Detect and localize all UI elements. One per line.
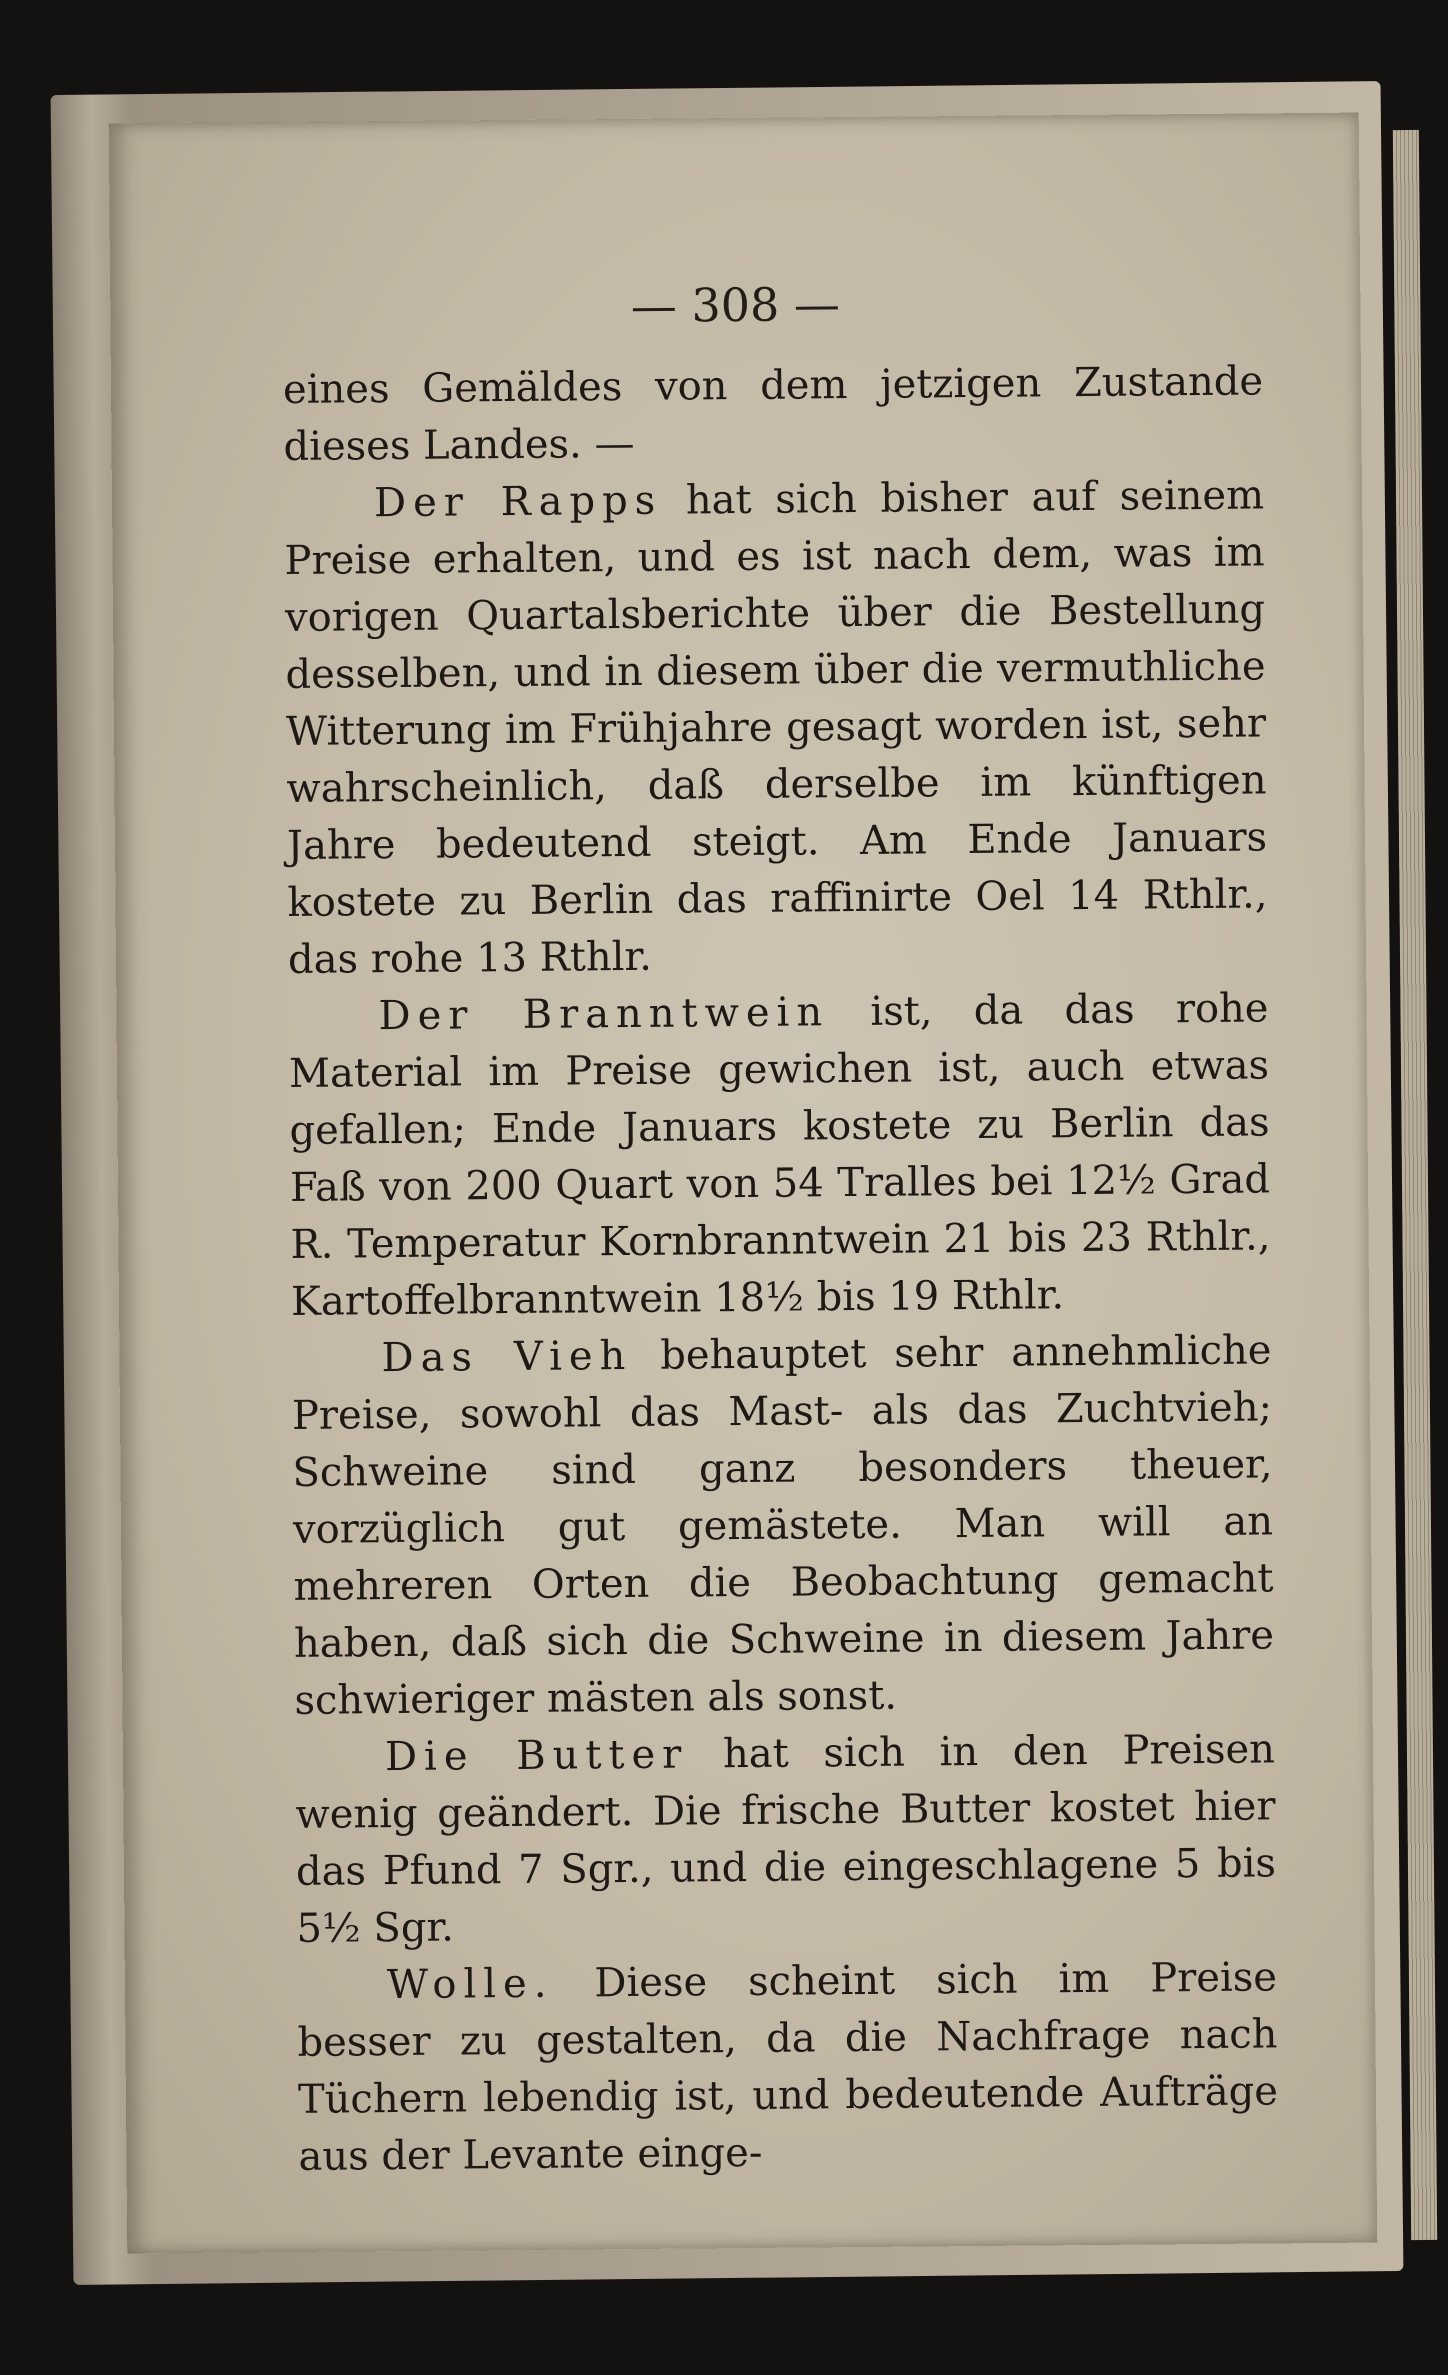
book-page xyxy=(109,113,1378,2254)
page-text xyxy=(283,353,1279,2185)
paragraph-text: Diese scheint sich im Preise besser zu gestalten, da die Nachfrage nach Tüchern lebendig ist, und bedeutende Aufträge aus der Levante einge- xyxy=(297,1954,1279,2180)
paragraph-text: eines Gemäldes von dem jetzigen Zustande dieses Landes. — xyxy=(282,358,1264,470)
paragraph-lead: Das Vieh xyxy=(381,1332,633,1382)
paragraph-text: hat sich in den Preisen wenig geändert. Die frische Butter kostet hier das Pfund 7 Sgr., und die eingeschlagene 5 bis 5½ Sgr. xyxy=(295,1726,1277,1952)
paragraph-vieh xyxy=(291,1322,1274,1730)
paragraph-text: behauptet sehr annehmliche Preise, sowohl das Mast- als das Zuchtvieh; Schweine sind ganz besonders theuer, vorzüglich gut gemästete. Man will an mehreren Orten die Beobachtung gemacht haben, daß sich die Schweine in diesem Jahre schwieriger mästen als sonst. xyxy=(291,1327,1275,1724)
paragraph-rapps xyxy=(284,467,1268,989)
paragraph-text: hat sich bisher auf seinem Preise erhalten, und es ist nach dem, was im vorigen Quartalsberichte über die Bestellung desselben, und in diesem über die vermuthliche Witterung im Frühjahre gesagt worden ist, sehr wahrscheinlich, daß derselbe im künftigen Jahre bedeutend steigt. Am Ende Januars kostete zu Berlin das raffinirte Oel 14 Rthlr., das rohe 13 Rthlr. xyxy=(284,472,1268,983)
paragraph-continuation xyxy=(283,353,1264,476)
paragraph-lead: Die Butter xyxy=(384,1731,689,1781)
paragraph-lead: Der Rapps xyxy=(373,477,663,527)
paragraph-butter xyxy=(295,1721,1277,1958)
paragraph-text: ist, da das rohe Material im Preise gewichen ist, auch etwas gefallen; Ende Januars kostete zu Berlin das Faß von 200 Quart von 54 Tralles bei 12½ Grad R. Temperatur Kornbranntwein 21 bis 23 Rthlr., Kartoffelbranntwein 18½ bis 19 Rthlr. xyxy=(288,985,1271,1325)
paragraph-branntwein xyxy=(288,980,1271,1331)
paragraph-wolle xyxy=(297,1949,1279,2186)
page-number: — 308 — xyxy=(630,277,841,333)
paragraph-lead: Der Branntwein xyxy=(378,989,830,1040)
paragraph-lead: Wolle. xyxy=(386,1960,554,2009)
